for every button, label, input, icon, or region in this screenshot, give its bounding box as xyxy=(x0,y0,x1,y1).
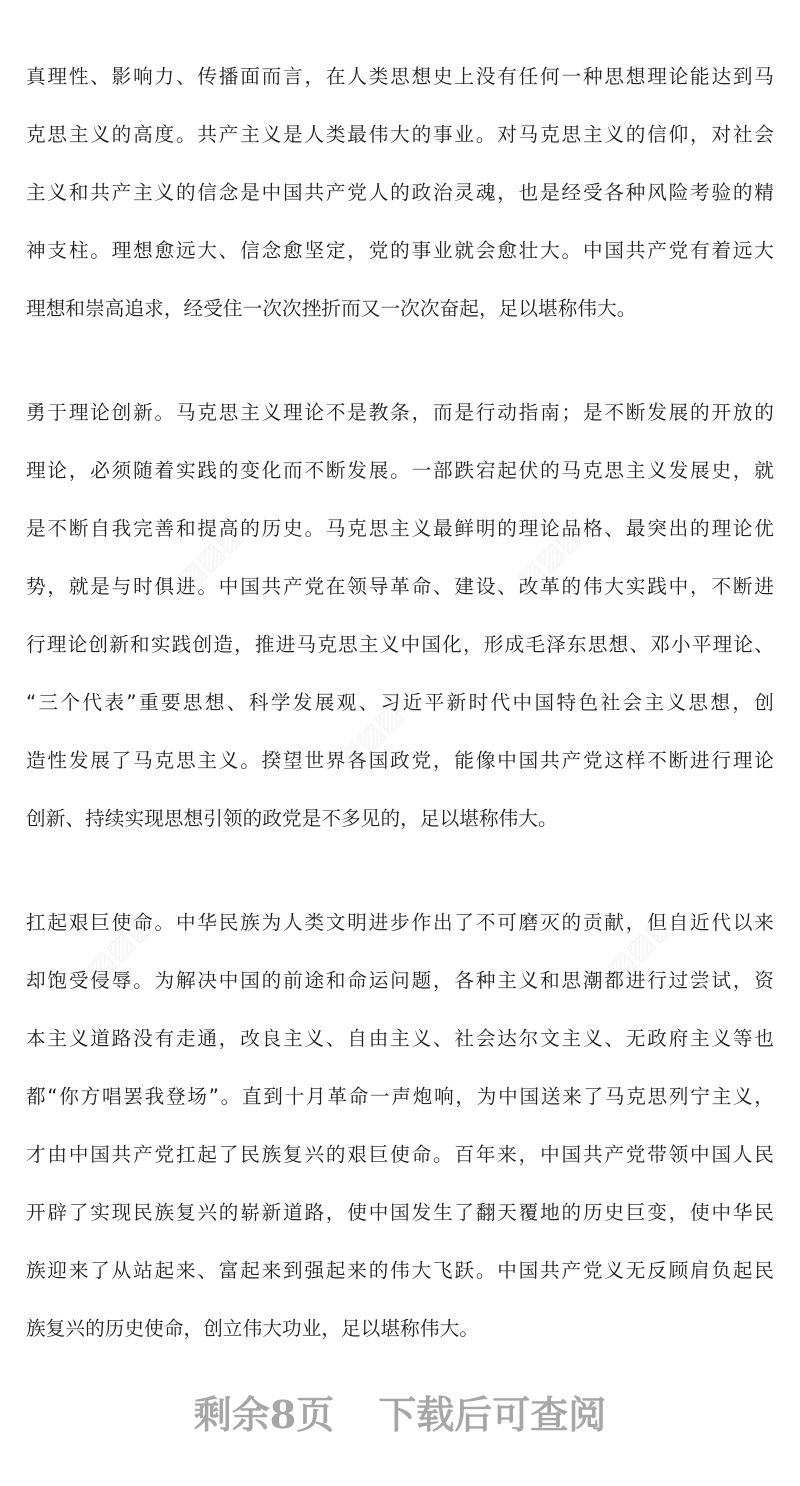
text-line: 族复兴的历史使命，创立伟大功业，足以堪称伟大。 xyxy=(26,1317,479,1340)
text-line: 理想和崇高追求，经受住一次次挫折而又一次次奋起，足以堪称伟大。 xyxy=(26,297,637,320)
text-line: 扛起艰巨使命。中华民族为人类文明进步作出了不可磨灭的贡献，但自近代以来 xyxy=(26,911,774,934)
watermark-mark: ▨▨▨ xyxy=(329,696,410,777)
text-line: 主义和共产主义的信念是中国共产党人的政治灵魂，也是经受各种风险考验的精 xyxy=(26,181,774,204)
text-line: 却饱受侵辱。为解决中国的前途和命运问题，各种主义和思潮都进行过尝试，资 xyxy=(26,969,774,992)
paragraph-ideal xyxy=(26,48,774,338)
text-line: 创新、持续实现思想引领的政党是不多见的，足以堪称伟大。 xyxy=(26,807,558,830)
download-to-view-label[interactable]: 下载后可查阅 xyxy=(378,1392,607,1437)
text-line: 族迎来了从站起来、富起来到强起来的伟大飞跃。中国共产党义无反顾肩负起民 xyxy=(26,1259,774,1282)
paragraph-mission xyxy=(26,894,774,1358)
download-prompt[interactable] xyxy=(0,1384,800,1439)
text-line: 开辟了实现民族复兴的崭新道路，使中国发生了翻天覆地的历史巨变，使中华民 xyxy=(26,1201,774,1224)
text-line: 神支柱。理想愈远大、信念愈坚定，党的事业就会愈壮大。中国共产党有着远大 xyxy=(26,239,774,262)
text-line: 造性发展了马克思主义。揆望世界各国政党，能像中国共产党这样不断进行理论 xyxy=(26,749,774,772)
text-line: 克思主义的高度。共产主义是人类最伟大的事业。对马克思主义的信仰，对社会 xyxy=(26,123,774,146)
document-body xyxy=(26,48,774,1404)
remaining-pages-label: 剩余8页 xyxy=(193,1392,335,1437)
watermark-mark: ▨▨▨ xyxy=(509,516,590,597)
text-line: 才由中国共产党扛起了民族复兴的艰巨使命。百年来，中国共产党带领中国人民 xyxy=(26,1143,774,1166)
text-line: 本主义道路没有走通，改良主义、自由主义、社会达尔文主义、无政府主义等也 xyxy=(26,1027,774,1050)
text-line: 勇于理论创新。马克思主义理论不是教条，而是行动指南；是不断发展的开放的 xyxy=(26,401,774,424)
watermark-mark: ▨▨▨ xyxy=(169,516,250,597)
text-line: 势，就是与时俱进。中国共产党在领导革命、建设、改革的伟大实践中，不断进 xyxy=(26,575,774,598)
text-line: 是不断自我完善和提高的历史。马克思主义最鲜明的理论品格、最突出的理论优 xyxy=(26,517,774,540)
watermark-mark: ▨▨▨ xyxy=(599,906,680,987)
watermark-mark: ▨▨▨ xyxy=(79,906,160,987)
text-line: “三个代表”重要思想、科学发展观、习近平新时代中国特色社会主义思想，创 xyxy=(26,691,774,714)
text-line: 真理性、影响力、传播面而言，在人类思想史上没有任何一种思想理论能达到马 xyxy=(26,65,774,88)
paragraph-theory-innovation xyxy=(26,384,774,848)
text-line: 行理论创新和实践创造，推进马克思主义中国化，形成毛泽东思想、邓小平理论、 xyxy=(26,633,774,656)
text-line: 都“你方唱罢我登场”。直到十月革命一声炮响，为中国送来了马克思列宁主义， xyxy=(26,1085,774,1108)
text-line: 理论，必须随着实践的变化而不断发展。一部跌宕起伏的马克思主义发展史，就 xyxy=(26,459,774,482)
